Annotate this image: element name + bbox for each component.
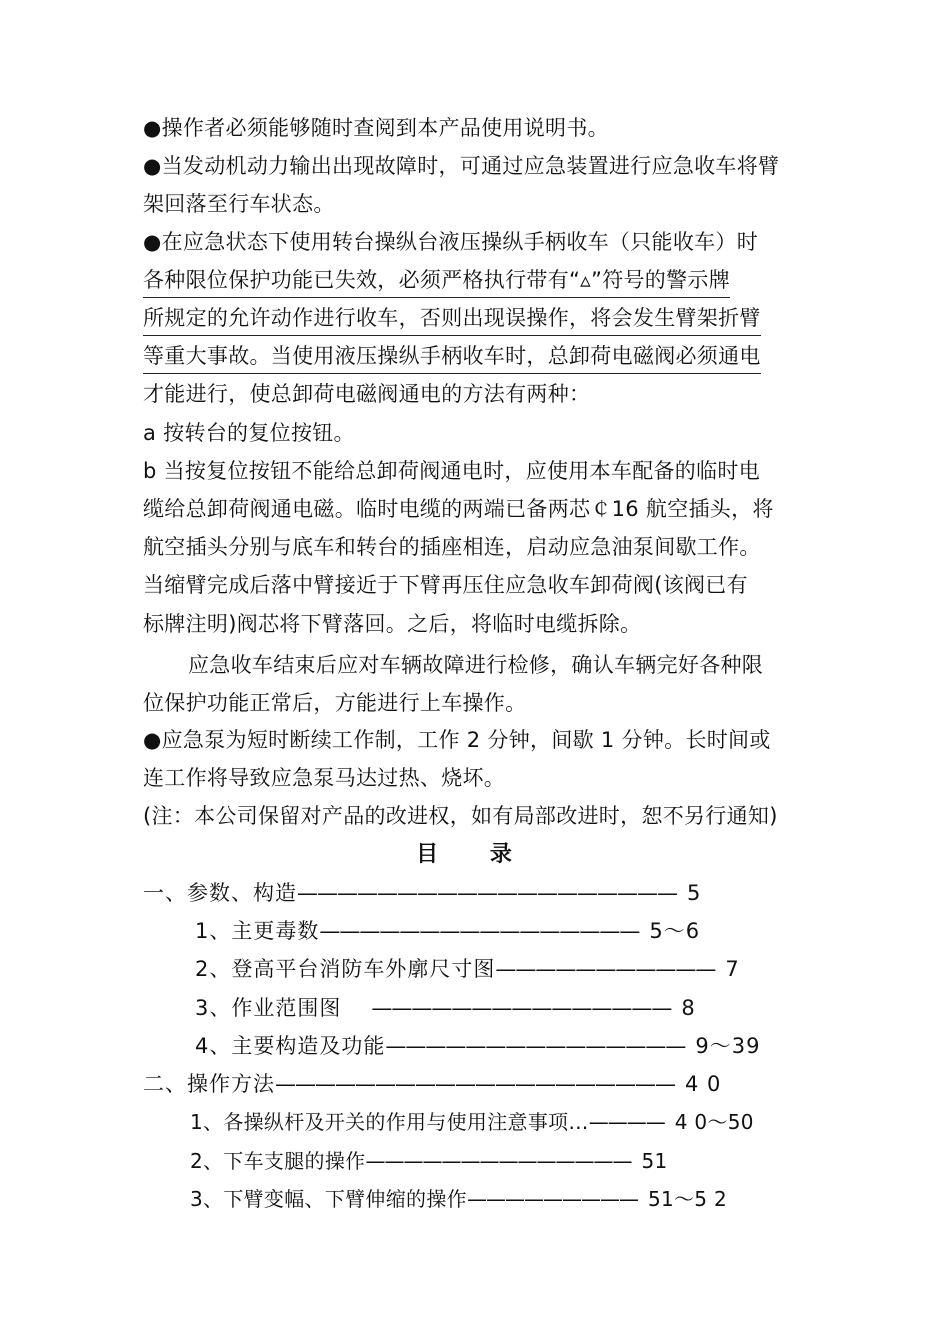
toc-title: 目 录 [416, 842, 534, 867]
toc-entry[interactable] [143, 1069, 721, 1099]
toc-leader: ———————————————————— [275, 1072, 675, 1096]
toc-label: 3、下臂变幅、下臂伸缩的操作 [190, 1187, 467, 1211]
toc-page-number: 9～39 [695, 1034, 761, 1058]
toc-page-number: 51 [641, 1149, 668, 1173]
toc-leader: ———————————————— [319, 919, 640, 943]
toc-entry[interactable] [195, 1031, 760, 1061]
toc-label: 2、登高平台消防车外廓尺寸图 [195, 957, 496, 981]
toc-leader: ——————————————— [371, 996, 672, 1020]
toc-page-number: 4 0 [685, 1072, 722, 1096]
toc-entry[interactable] [195, 954, 740, 984]
toc-leader: ——————————————— [385, 1034, 686, 1058]
toc-leader: ————————— [466, 1187, 638, 1211]
toc-entry[interactable] [190, 1107, 754, 1137]
paragraph-line: 连工作将导致应急泵马达过热、烧坏。 [143, 766, 506, 790]
toc-entry[interactable] [143, 878, 701, 908]
toc-page-number: 7 [725, 957, 740, 981]
toc-leader: ———— [588, 1110, 665, 1134]
toc-label: 二、操作方法 [143, 1072, 275, 1096]
toc-label: 3、作业范围图 [195, 996, 342, 1020]
paragraph-line: 航空插头分别与底车和转台的插座相连，启动应急油泵间歇工作。 [143, 535, 761, 559]
toc-entry[interactable] [190, 1146, 668, 1176]
toc-leader: ——————————— [495, 957, 716, 981]
paragraph-line-underlined: 等重大事故。当使用液压操纵手柄收车时，总卸荷电磁阀必须通电 [143, 341, 761, 374]
paragraph-line: 缆给总卸荷阀通电磁。临时电缆的两端已备两芯￠16 航空插头，将 [143, 497, 774, 521]
copyright-note: (注：本公司保留对产品的改进权，如有局部改进时，恕不另行通知) [143, 804, 778, 828]
toc-label: 一、参数、构造 [143, 881, 297, 905]
paragraph-line-underlined: 所规定的允许动作进行收车，否则出现误操作，将会发生臂架折臂 [143, 303, 761, 336]
paragraph-line-underlined: 各种限位保护功能已失效，必须严格执行带有“▵”符号的警示牌 [143, 265, 730, 298]
paragraph-line: 位保护功能正常后，方能进行上车操作。 [143, 691, 527, 715]
toc-leader: —————————————— [365, 1149, 632, 1173]
toc-label: 4、主要构造及功能 [195, 1034, 386, 1058]
toc-page-number: 5～6 [649, 919, 701, 943]
paragraph-line: 应急收车结束后应对车辆故障进行检修，确认车辆完好各种限 [188, 653, 764, 677]
toc-page-number: 4 0～50 [674, 1110, 754, 1134]
paragraph-line: 标牌注明)阀芯将下臂落回。之后，将临时电缆拆除。 [143, 612, 642, 636]
toc-page-number: 8 [681, 996, 696, 1020]
paragraph-line: 才能进行，使总卸荷电磁阀通电的方法有两种： [143, 382, 591, 406]
paragraph-line: 架回落至行车状态。 [143, 192, 335, 216]
toc-entry[interactable] [195, 916, 700, 946]
paragraph-line: ●操作者必须能够随时查阅到本产品使用说明书。 [143, 116, 609, 140]
paragraph-line: b 当按复位按钮不能给总卸荷阀通电时，应使用本车配备的临时电 [143, 459, 761, 483]
toc-page-number: 5 [687, 881, 702, 905]
toc-leader: ——————————————————— [297, 881, 677, 905]
toc-label: 1、主更毒数 [195, 919, 320, 943]
paragraph-line: a 按转台的复位按钮。 [143, 421, 355, 445]
paragraph-line: ●在应急状态下使用转台操纵台液压操纵手柄收车（只能收车）时 [143, 230, 759, 254]
paragraph-line: ●应急泵为短时断续工作制，工作 2 分钟，间歇 1 分钟。长时间或 [143, 728, 771, 752]
toc-entry[interactable] [195, 993, 696, 1023]
toc-label: 1、各操纵杆及开关的作用与使用注意事项… [190, 1110, 589, 1134]
paragraph-line: ●当发动机动力输出出现故障时，可通过应急装置进行应急收车将臂 [143, 154, 780, 178]
paragraph-line: 当缩臂完成后落中臂接近于下臂再压住应急收车卸荷阀(该阀已有 [143, 573, 748, 597]
toc-entry[interactable] [190, 1184, 727, 1214]
toc-page-number: 51～5 2 [647, 1187, 727, 1211]
toc-label: 2、下车支腿的操作 [190, 1149, 366, 1173]
